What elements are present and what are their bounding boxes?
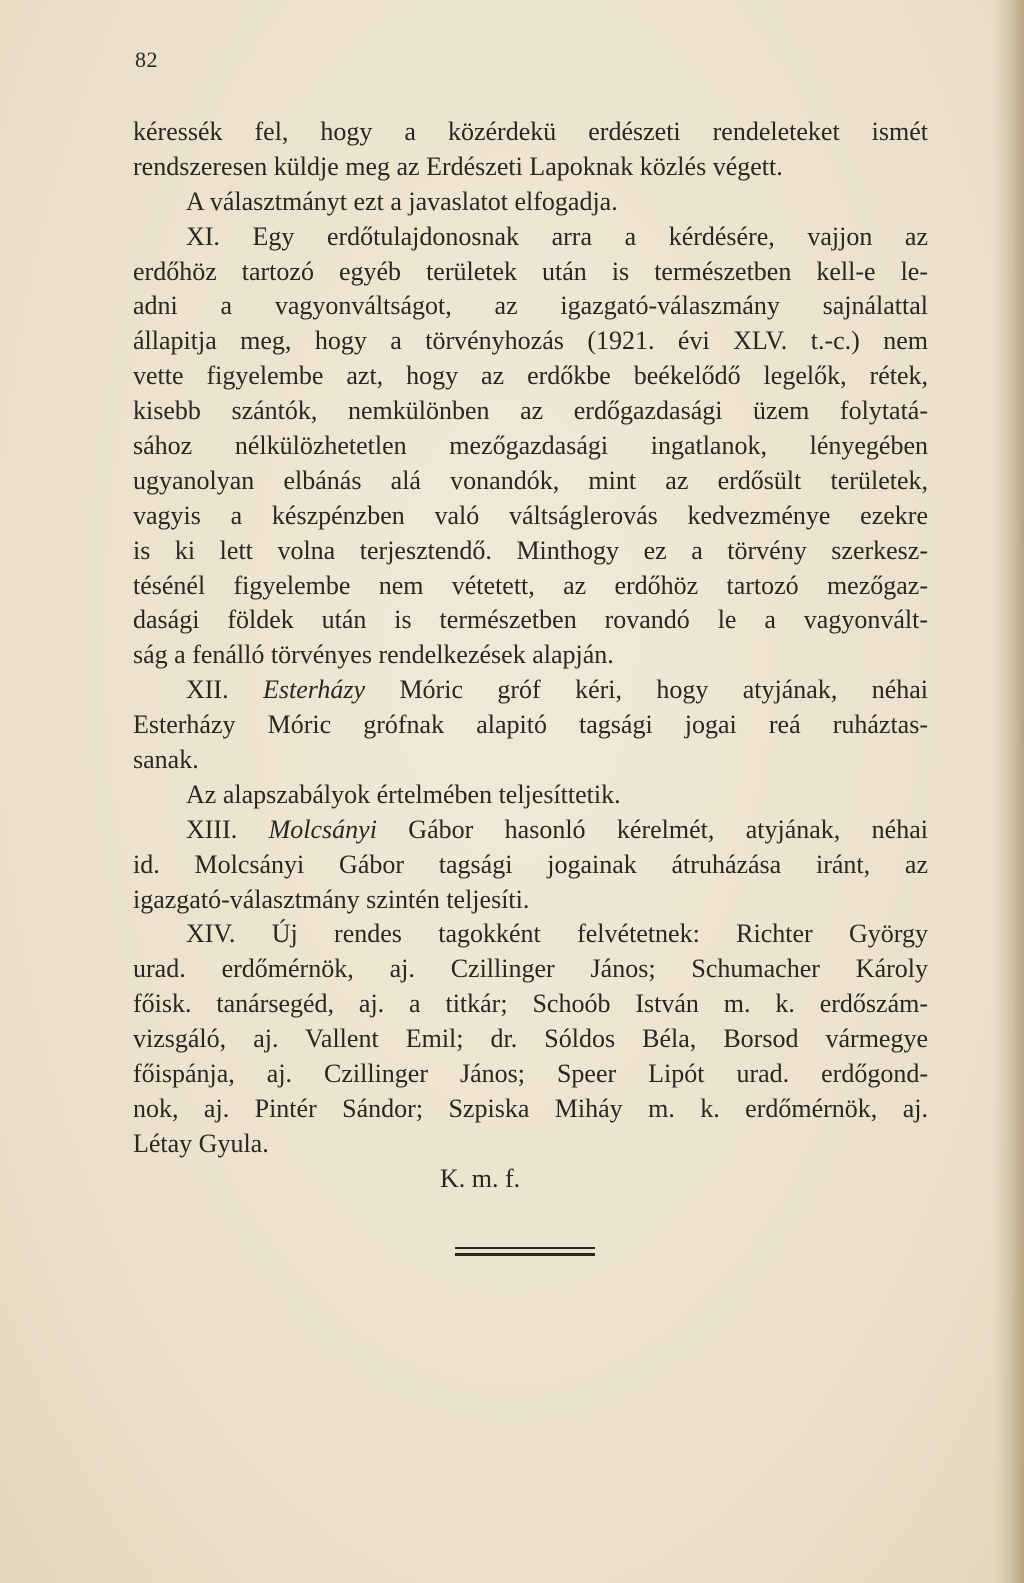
text-line: A választmányt ezt a javaslatot elfogadja.	[186, 186, 618, 216]
text-line: ság a fenálló törvényes rendelkezések alapján.	[133, 640, 614, 670]
text-line: Esterházy Móric grófnak alapitó tagsági jogai reá ruháztas-	[133, 710, 928, 740]
text-line: XI. Egy erdőtulajdonosnak arra a kérdésére, vajjon az	[186, 221, 928, 251]
end-rule-thick	[455, 1253, 595, 1256]
end-rule-thin	[455, 1247, 595, 1249]
text-line: sához nélkülözhetetlen mezőgazdasági ingatlanok, lényegében	[133, 431, 928, 461]
text-line: igazgató-választmány szintén teljesíti.	[133, 884, 530, 914]
page-number: 82	[135, 47, 158, 72]
text-line: is ki lett volna terjesztendő. Minthogy ez a törvény szerkesz-	[133, 535, 928, 565]
text-line: XIV. Új rendes tagokként felvétetnek: Richter György	[186, 919, 928, 949]
text-line: kisebb szántók, nemkülönben az erdőgazdasági üzem folytatá-	[133, 396, 928, 426]
text-line: kéressék fel, hogy a közérdekü erdészeti rendeleteket ismét	[133, 117, 928, 146]
italic-name: Esterházy	[262, 675, 366, 705]
text-line: Az alapszabályok értelmében teljesíttetik.	[186, 779, 621, 809]
text-line: nok, aj. Pintér Sándor; Szpiska Miháy m. k. erdőmérnök, aj.	[133, 1093, 928, 1123]
text-line: XIII. Molcsányi Gábor hasonló kérelmét, atyjának, néhai	[186, 814, 928, 844]
text-line: tésénél figyelembe nem vétetett, az erdőhöz tartozó mezőgaz-	[133, 570, 928, 600]
text-line: Létay Gyula.	[133, 1128, 269, 1158]
text-line: dasági földek után is természetben rovandó le a vagyonvált-	[133, 605, 928, 635]
text-line: adni a vagyonváltságot, az igazgató-válaszmány sajnálattal	[133, 291, 928, 321]
text-line: vette figyelembe azt, hogy az erdőkbe beékelődő legelők, rétek,	[133, 361, 928, 391]
closing-signoff: K. m. f.	[440, 1163, 521, 1193]
text-line: állapitja meg, hogy a törvényhozás (1921. évi XLV. t.-c.) nem	[133, 326, 928, 356]
page-edge-shadow	[994, 0, 1024, 1583]
body-text	[133, 115, 928, 1197]
text-line: urad. erdőmérnök, aj. Czillinger János; Schumacher Károly	[133, 954, 928, 984]
text-line: id. Molcsányi Gábor tagsági jogainak átruházása iránt, az	[133, 849, 928, 879]
italic-name: Molcsányi	[268, 814, 377, 844]
text-line: vagyis a készpénzben való váltságlerovás kedvezménye ezekre	[133, 500, 928, 530]
text-line: vizsgáló, aj. Vallent Emil; dr. Sóldos Béla, Borsod vármegye	[133, 1024, 928, 1054]
text-line: rendszeresen küldje meg az Erdészeti Lapoknak közlés végett.	[133, 151, 783, 181]
text-line: főisk. tanársegéd, aj. a titkár; Schoób István m. k. erdőszám-	[133, 989, 928, 1019]
text-line: ugyanolyan elbánás alá vonandók, mint az erdősült területek,	[133, 465, 928, 495]
text-line: erdőhöz tartozó egyéb területek után is természetben kell-e le-	[133, 256, 928, 286]
text-line: főispánja, aj. Czillinger János; Speer Lipót urad. erdőgond-	[133, 1059, 928, 1089]
text-line: sanak.	[133, 745, 199, 775]
text-line: XII. Esterházy Móric gróf kéri, hogy atyjának, néhai	[186, 675, 929, 705]
